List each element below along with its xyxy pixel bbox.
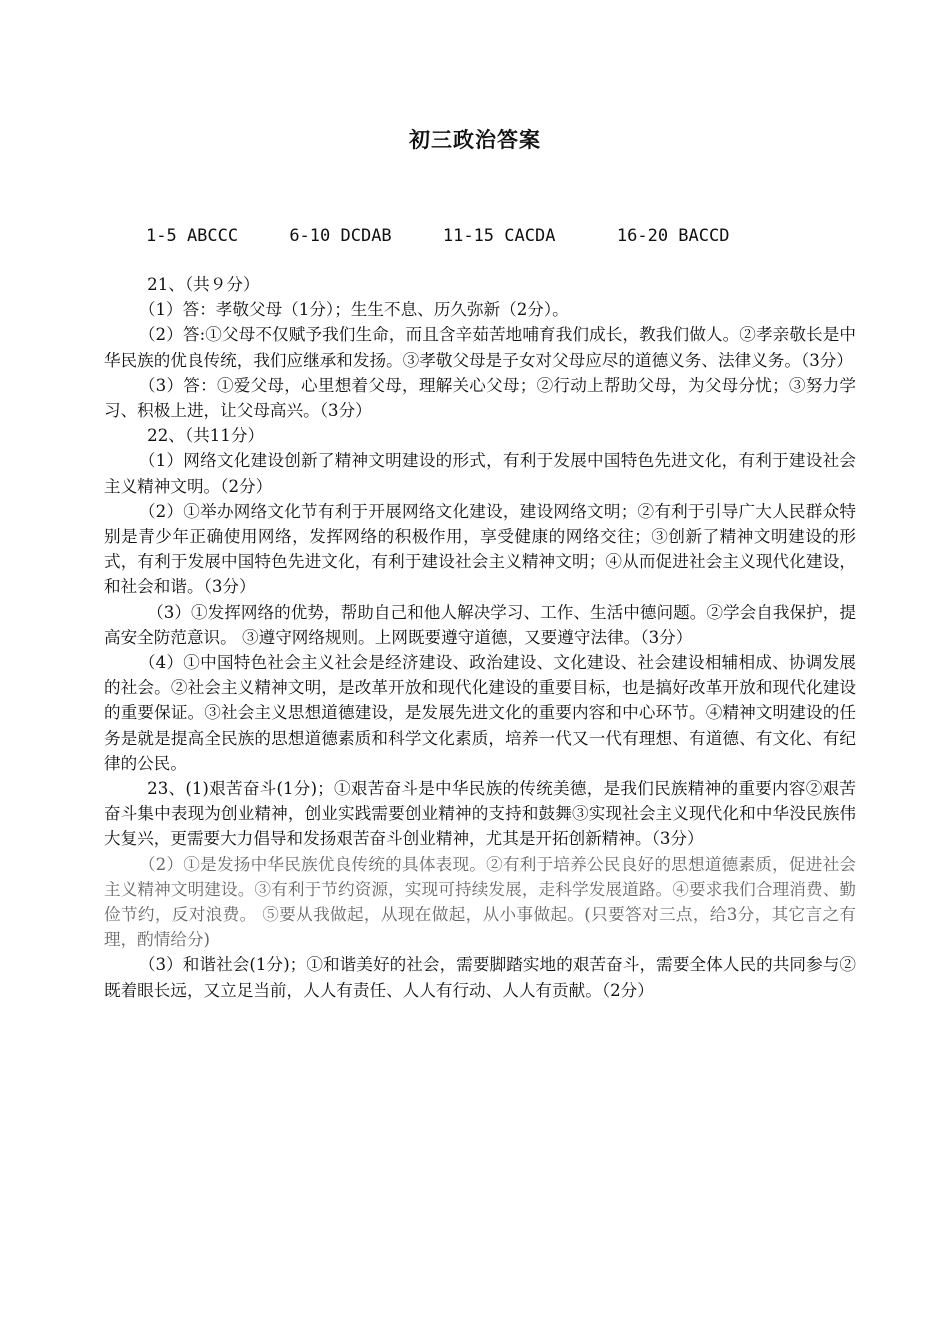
question-23-part-1: 23、(1)艰苦奋斗(1分)；①艰苦奋斗是中华民族的传统美德，是我们民族精神的重要内容②艰苦奋斗集中表现为创业精神，创业实践需要创业精神的支持和鼓舞③实现社会主义现代化和中华没民族伟大复兴，更需要大力倡导和发扬艰苦奋斗创业精神，尤其是开拓创新精神。（3分） (104, 779, 856, 849)
mc-answer-group: 11-15 CACDA (442, 226, 556, 246)
question-21-part-1: （1）答：孝敬父母（1分）；生生不息、历久弥新（2分）。 (138, 300, 569, 320)
mc-answer-group: 1-5 ABCCC (146, 226, 239, 246)
question-22-part-1: （1）网络文化建设创新了精神文明建设的形式，有利于发展中国特色先进文化，有利于建设社会主义精神文明。（2分） (104, 451, 856, 496)
document-title: 初三政治答案 (409, 128, 541, 152)
question-21-part-3: （3）答：①爱父母，心里想着父母，理解关心父母；②行动上帮助父母，为父母分忧；③努力学习、积极上进，让父母高兴。（3分） (104, 375, 856, 421)
mc-answer-group: 6-10 DCDAB (289, 226, 392, 246)
question-21-header: 21、（共９分） (147, 275, 260, 294)
question-22-header: 22、（共11分） (147, 426, 265, 446)
answer-body (104, 272, 856, 1003)
question-22-part-4: （4）①中国特色社会主义社会是经济建设、政治建设、文化建设、社会建设相辅相成、协调发展的社会。②社会主义精神文明，是改革开放和现代化建设的重要目标，也是搞好改革开放和现代化建设的重要保证。③社会主义思想道德建设，是发展先进文化的重要内容和中心环节。④精神文明建设的任务是就是提高全民族的思想道德素质和科学文化素质，培养一代又一代有理想、有道德、有文化、有纪律的公民。 (104, 653, 856, 773)
question-21-part-2: （2）答:①父母不仅赋予我们生命，而且含辛茹苦地哺育我们成长，教我们做人。②孝亲敬长是中华民族的优良传统，我们应继承和发扬。③孝敬父母是子女对父母应尽的道德义务、法律义务。（3分） (104, 325, 856, 370)
question-23-part-3: （3）和谐社会(1分)；①和谐美好的社会，需要脚踏实地的艰苦奋斗，需要全体人民的共同参与②既着眼长远，又立足当前，人人有责任、人人有行动、人人有贡献。（2分） (104, 955, 856, 1000)
question-22-part-3: （3）①发挥网络的优势，帮助自己和他人解决学习、工作、生活中德问题。②学会自我保护，提高安全防范意识。 ③遵守网络规则。上网既要遵守道德，又要遵守法律。（3分） (104, 602, 856, 647)
question-22-part-2: （2）①举办网络文化节有利于开展网络文化建设，建设网络文明；②有利于引导广大人民群众特别是青少年正确使用网络，发挥网络的积极作用，享受健康的网络交往；③创新了精神文明建设的形式，有利于发展中国特色先进文化，有利于建设社会主义精神文明；④从而促进社会主义现代化建设，和社会和谐。（3分） (104, 501, 856, 597)
multiple-choice-answers (146, 226, 729, 246)
question-23-part-2: （2）①是发扬中华民族优良传统的具体表现。②有利于培养公民良好的思想道德素质，促进社会主义精神文明建设。③有利于节约资源，实现可持续发展，走科学发展道路。④要求我们合理消费、勤俭节约，反对浪费。 ⑤要从我做起，从现在做起，从小事做起。(只要答对三点，给3分，其它言之有理，酌情给分) (104, 854, 856, 950)
mc-answer-group: 16-20 BACCD (616, 226, 730, 246)
